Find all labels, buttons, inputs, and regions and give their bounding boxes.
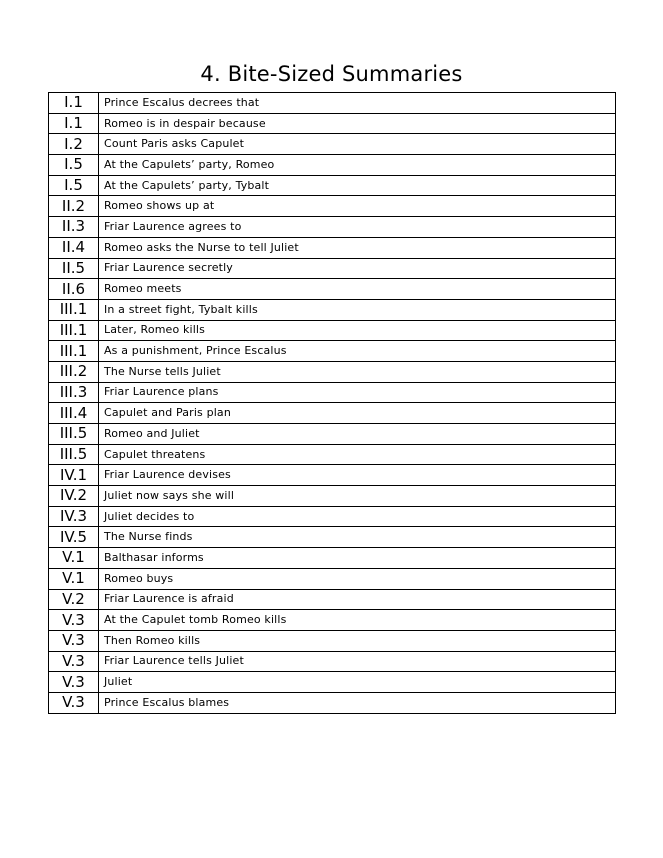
scene-cell: V.1 (49, 568, 99, 589)
scene-cell: III.1 (49, 341, 99, 362)
summary-cell: Romeo buys (99, 568, 616, 589)
summary-cell: Friar Laurence devises (99, 465, 616, 486)
table-row (49, 465, 616, 486)
scene-cell: V.3 (49, 630, 99, 651)
summary-cell: Capulet threatens (99, 444, 616, 465)
table-row (49, 196, 616, 217)
table-row (49, 299, 616, 320)
scene-cell: III.5 (49, 424, 99, 445)
table-row (49, 527, 616, 548)
summary-cell: Prince Escalus decrees that (99, 93, 616, 114)
table-row (49, 320, 616, 341)
scene-cell: II.2 (49, 196, 99, 217)
scene-cell: III.5 (49, 444, 99, 465)
summary-table (48, 92, 616, 714)
table-row (49, 382, 616, 403)
summary-cell: The Nurse finds (99, 527, 616, 548)
scene-cell: V.2 (49, 589, 99, 610)
scene-cell: I.2 (49, 134, 99, 155)
table-row (49, 630, 616, 651)
scene-cell: V.3 (49, 610, 99, 631)
scene-cell: V.3 (49, 651, 99, 672)
summary-cell: Juliet decides to (99, 506, 616, 527)
summary-cell: Friar Laurence is afraid (99, 589, 616, 610)
scene-cell: IV.5 (49, 527, 99, 548)
scene-cell: I.5 (49, 155, 99, 176)
summary-cell: Juliet now says she will (99, 486, 616, 507)
summary-cell: Prince Escalus blames (99, 692, 616, 713)
scene-cell: IV.2 (49, 486, 99, 507)
summary-cell: Friar Laurence secretly (99, 258, 616, 279)
scene-cell: II.4 (49, 237, 99, 258)
scene-cell: V.1 (49, 548, 99, 569)
scene-cell: III.4 (49, 403, 99, 424)
table-row (49, 155, 616, 176)
table-row (49, 444, 616, 465)
scene-cell: V.3 (49, 672, 99, 693)
table-row (49, 486, 616, 507)
table-row (49, 589, 616, 610)
scene-cell: V.3 (49, 692, 99, 713)
table-row (49, 506, 616, 527)
table-row (49, 424, 616, 445)
scene-cell: II.5 (49, 258, 99, 279)
scene-cell: II.6 (49, 279, 99, 300)
table-row (49, 237, 616, 258)
table-row (49, 217, 616, 238)
scene-cell: III.3 (49, 382, 99, 403)
table-row (49, 568, 616, 589)
summary-cell: Then Romeo kills (99, 630, 616, 651)
summary-cell: Romeo shows up at (99, 196, 616, 217)
table-row (49, 175, 616, 196)
summary-cell: Friar Laurence tells Juliet (99, 651, 616, 672)
table-row (49, 651, 616, 672)
table-row (49, 610, 616, 631)
table-row (49, 279, 616, 300)
summary-cell: Romeo and Juliet (99, 424, 616, 445)
summary-cell: Friar Laurence plans (99, 382, 616, 403)
table-row (49, 258, 616, 279)
scene-cell: I.1 (49, 93, 99, 114)
scene-cell: III.1 (49, 299, 99, 320)
table-row (49, 113, 616, 134)
summary-cell: At the Capulets’ party, Romeo (99, 155, 616, 176)
scene-cell: IV.3 (49, 506, 99, 527)
summary-cell: At the Capulet tomb Romeo kills (99, 610, 616, 631)
table-row (49, 361, 616, 382)
scene-cell: III.1 (49, 320, 99, 341)
scene-cell: IV.1 (49, 465, 99, 486)
summary-cell: Romeo asks the Nurse to tell Juliet (99, 237, 616, 258)
table-row (49, 403, 616, 424)
scene-cell: I.5 (49, 175, 99, 196)
table-row (49, 93, 616, 114)
table-row (49, 548, 616, 569)
summary-cell: Later, Romeo kills (99, 320, 616, 341)
scene-cell: III.2 (49, 361, 99, 382)
summary-cell: Count Paris asks Capulet (99, 134, 616, 155)
summary-cell: At the Capulets’ party, Tybalt (99, 175, 616, 196)
summary-cell: Friar Laurence agrees to (99, 217, 616, 238)
table-row (49, 134, 616, 155)
scene-cell: II.3 (49, 217, 99, 238)
scene-cell: I.1 (49, 113, 99, 134)
page-title: 4. Bite-Sized Summaries (200, 62, 463, 86)
summary-cell: Balthasar informs (99, 548, 616, 569)
table-row (49, 692, 616, 713)
table-row (49, 672, 616, 693)
summary-cell: As a punishment, Prince Escalus (99, 341, 616, 362)
summary-cell: Romeo is in despair because (99, 113, 616, 134)
summary-cell: Romeo meets (99, 279, 616, 300)
summary-cell: Juliet (99, 672, 616, 693)
summary-cell: Capulet and Paris plan (99, 403, 616, 424)
summary-cell: In a street fight, Tybalt kills (99, 299, 616, 320)
table-row (49, 341, 616, 362)
summary-cell: The Nurse tells Juliet (99, 361, 616, 382)
summary-table-body (49, 93, 616, 714)
